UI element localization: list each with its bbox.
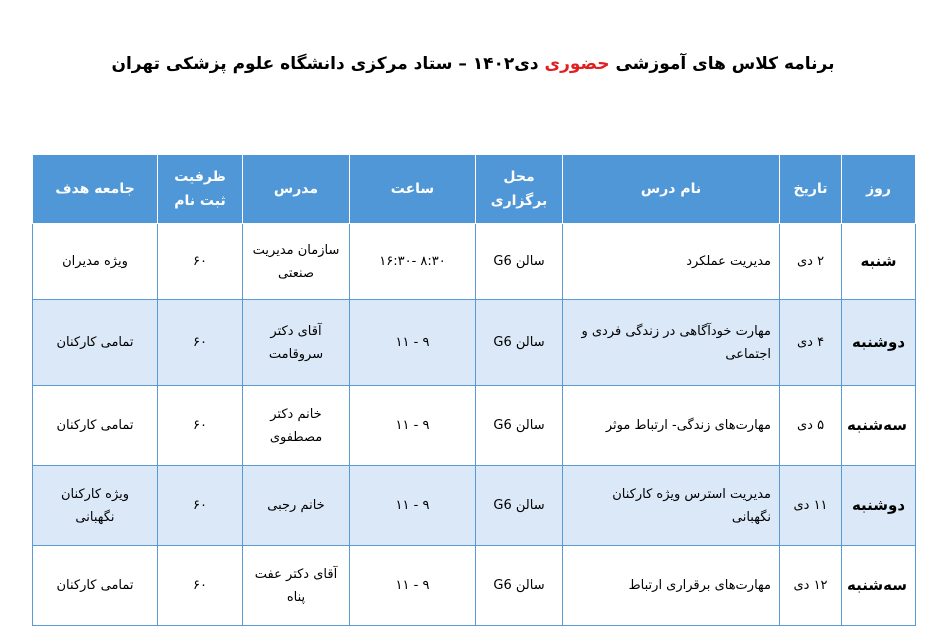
cell-teacher: خانم رجبی bbox=[243, 466, 350, 546]
cell-venue: سالن G6 bbox=[476, 466, 563, 546]
page-title bbox=[0, 54, 946, 74]
cell-audience: ویژه کارکنان نگهبانی bbox=[33, 466, 158, 546]
table-row bbox=[33, 546, 916, 626]
header-date: تاریخ bbox=[780, 155, 842, 224]
header-venue bbox=[476, 155, 563, 224]
cell-venue: سالن G6 bbox=[476, 300, 563, 386]
cell-venue: سالن G6 bbox=[476, 546, 563, 626]
time-value: ۱۱ - ۹ bbox=[395, 498, 430, 513]
cell-time bbox=[350, 300, 476, 386]
title-after: دی۱۴۰۲ – ستاد مرکزی دانشگاه علوم پزشکی تهران bbox=[111, 54, 539, 74]
schedule-table bbox=[32, 154, 916, 626]
table-row bbox=[33, 300, 916, 386]
cell-capacity: ۶۰ bbox=[158, 546, 243, 626]
cell-audience: ویژه مدیران bbox=[33, 224, 158, 300]
cell-venue: سالن G6 bbox=[476, 224, 563, 300]
cell-capacity: ۶۰ bbox=[158, 386, 243, 466]
cell-audience: تمامی کارکنان bbox=[33, 300, 158, 386]
header-row bbox=[33, 155, 916, 224]
cell-audience: تمامی کارکنان bbox=[33, 546, 158, 626]
cell-course: مهارت خودآگاهی در زندگی فردی و اجتماعی bbox=[563, 300, 780, 386]
cell-time bbox=[350, 224, 476, 300]
table-row bbox=[33, 466, 916, 546]
cell-course: مدیریت عملکرد bbox=[563, 224, 780, 300]
header-day: روز bbox=[842, 155, 916, 224]
title-before: برنامه کلاس های آموزشی bbox=[615, 54, 835, 74]
cell-teacher: آقای دکتر سروقامت bbox=[243, 300, 350, 386]
cell-date: ۲ دی bbox=[780, 224, 842, 300]
cell-course: مدیریت استرس ویژه کارکنان نگهبانی bbox=[563, 466, 780, 546]
cell-time bbox=[350, 386, 476, 466]
header-course: نام درس bbox=[563, 155, 780, 224]
header-audience: جامعه هدف bbox=[33, 155, 158, 224]
header-capacity-line2: ثبت نام bbox=[174, 193, 226, 209]
cell-teacher: آقای دکتر عفت پناه bbox=[243, 546, 350, 626]
time-value: ۱۱ - ۹ bbox=[395, 578, 430, 593]
cell-day: دوشنبه bbox=[842, 466, 916, 546]
header-capacity-line1: ظرفیت bbox=[174, 169, 226, 185]
time-value: ۱۱ - ۹ bbox=[395, 335, 430, 350]
time-value: ۱۱ - ۹ bbox=[395, 418, 430, 433]
cell-time bbox=[350, 546, 476, 626]
cell-capacity: ۶۰ bbox=[158, 300, 243, 386]
cell-day: شنبه bbox=[842, 224, 916, 300]
header-time: ساعت bbox=[350, 155, 476, 224]
cell-course: مهارت‌های زندگی- ارتباط موثر bbox=[563, 386, 780, 466]
cell-date: ۱۱ دی bbox=[780, 466, 842, 546]
cell-day: سه‌شنبه bbox=[842, 546, 916, 626]
header-venue-line1: محل bbox=[503, 169, 535, 185]
header-venue-line2: برگزاری bbox=[490, 193, 548, 209]
header-teacher: مدرس bbox=[243, 155, 350, 224]
cell-capacity: ۶۰ bbox=[158, 224, 243, 300]
cell-date: ۵ دی bbox=[780, 386, 842, 466]
title-highlight: حضوری bbox=[544, 54, 610, 74]
table-row bbox=[33, 386, 916, 466]
cell-teacher: خانم دکتر مصطفوی bbox=[243, 386, 350, 466]
cell-time bbox=[350, 466, 476, 546]
cell-capacity: ۶۰ bbox=[158, 466, 243, 546]
cell-day: دوشنبه bbox=[842, 300, 916, 386]
header-capacity bbox=[158, 155, 243, 224]
cell-date: ۴ دی bbox=[780, 300, 842, 386]
time-value: ۱۶:۳۰- ۸:۳۰ bbox=[379, 254, 446, 269]
table-row bbox=[33, 224, 916, 300]
cell-course: مهارت‌های برقراری ارتباط bbox=[563, 546, 780, 626]
cell-teacher: سازمان مدیریت صنعتی bbox=[243, 224, 350, 300]
cell-venue: سالن G6 bbox=[476, 386, 563, 466]
cell-day: سه‌شنبه bbox=[842, 386, 916, 466]
cell-audience: تمامی کارکنان bbox=[33, 386, 158, 466]
cell-date: ۱۲ دی bbox=[780, 546, 842, 626]
